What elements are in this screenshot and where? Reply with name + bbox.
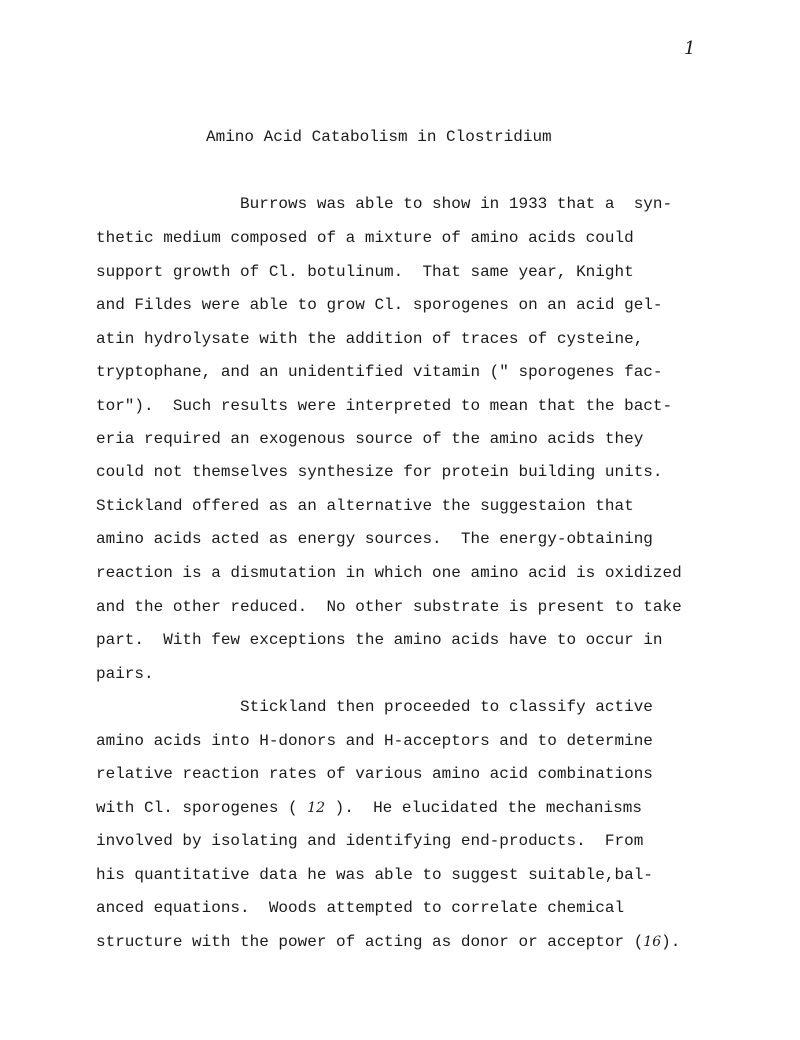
- text-line: Stickland then proceeded to classify active: [96, 698, 653, 716]
- text-line: eria required an exogenous source of the amino acids they: [96, 430, 644, 448]
- text-line: support growth of Cl. botulinum. That same year, Knight: [96, 263, 634, 281]
- text-line-with-reference: [96, 933, 680, 951]
- text-line: involved by isolating and identifying end-products. From: [96, 832, 644, 850]
- text-segment: structure with the power of acting as donor or acceptor (: [96, 933, 644, 951]
- text-line: amino acids into H-donors and H-acceptors and to determine: [96, 732, 653, 750]
- page-number: 1: [684, 38, 696, 59]
- text-line: Stickland offered as an alternative the suggestaion that: [96, 497, 634, 515]
- text-line: pairs.: [96, 665, 154, 683]
- reference-number: 16: [643, 934, 662, 950]
- text-segment: ). He elucidated the mechanisms: [325, 799, 642, 817]
- text-segment: ).: [661, 933, 681, 951]
- text-line: could not themselves synthesize for protein building units.: [96, 463, 663, 481]
- text-line: amino acids acted as energy sources. The energy-obtaining: [96, 530, 653, 548]
- document-title: Amino Acid Catabolism in Clostridium: [206, 128, 552, 146]
- text-line: relative reaction rates of various amino acid combinations: [96, 765, 653, 783]
- text-line: reaction is a dismutation in which one amino acid is oxidized: [96, 564, 682, 582]
- text-line: Burrows was able to show in 1933 that a syn-: [96, 195, 673, 213]
- text-segment: with Cl. sporogenes (: [96, 799, 308, 817]
- text-line: thetic medium composed of a mixture of amino acids could: [96, 229, 634, 247]
- reference-number: 12: [307, 800, 326, 816]
- text-line-with-reference: [96, 799, 642, 817]
- text-line: part. With few exceptions the amino acids have to occur in: [96, 631, 663, 649]
- text-line: tryptophane, and an unidentified vitamin (" sporogenes fac-: [96, 363, 663, 381]
- text-line: atin hydrolysate with the addition of traces of cysteine,: [96, 330, 644, 348]
- text-line: and Fildes were able to grow Cl. sporogenes on an acid gel-: [96, 296, 663, 314]
- text-line: tor"). Such results were interpreted to mean that the bact-: [96, 397, 673, 415]
- text-line: anced equations. Woods attempted to correlate chemical: [96, 899, 625, 917]
- text-line: his quantitative data he was able to suggest suitable,bal-: [96, 866, 653, 884]
- text-line: and the other reduced. No other substrate is present to take: [96, 598, 682, 616]
